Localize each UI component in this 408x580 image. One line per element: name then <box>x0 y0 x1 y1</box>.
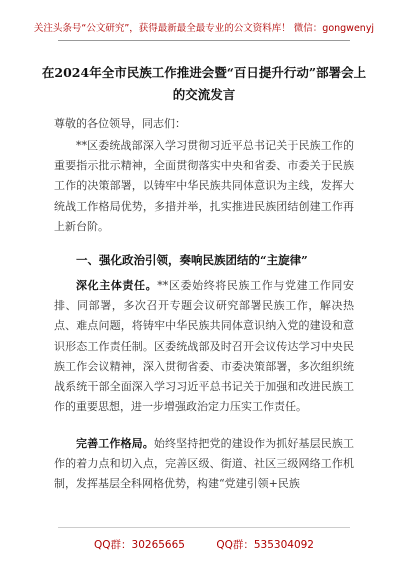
paragraph-body: **区委始终将民族工作与党建工作同安排、同部署，多次召开专题会议研究部署民族工作，解决热点、难点问题，将铸牢中华民族共同体意识纳入党的建设和意识形态工作责任制。区委统战部及时召开会议传达学习中央民族工作会议精神，深入贯彻省委、市委决策部署，多次组织统战系统干部全面深入学习习近平总书记关于加强和改进民族工作的重要思想，进一步增强政治定力压实工作责任。 <box>54 279 355 414</box>
promo-banner: 关注头条号“公文研究”，获得最新最全最专业的公文资料库！ 微信：gongwenyj <box>33 23 375 34</box>
paragraph-body: 始终坚持把党的建设作为抓好基层民族工作的着力点和切入点，完善区级、街道、社区三级网络工作机制，发挥基层全科网格优势，构建“党建引领+民族 <box>54 437 354 491</box>
section-heading-1: 一、强化政治引领，奏响民族团结的“主旋律” <box>76 253 308 267</box>
qq-group-2: QQ群：535304092 <box>216 539 314 551</box>
paragraph-responsibility <box>54 276 354 417</box>
document-title: 在2024年全市民族工作推进会暨“百日提升行动”部署会上的交流发言 <box>41 65 367 102</box>
footer-contacts <box>0 537 408 552</box>
paragraph-lead: 深化主体责任。 <box>76 279 158 292</box>
footer-divider <box>58 527 350 528</box>
header-divider <box>58 40 350 41</box>
salutation: 尊敬的各位领导，同志们： <box>54 117 186 130</box>
paragraph-work-pattern <box>54 434 354 495</box>
qq-group-1: QQ群：30265665 <box>94 539 185 551</box>
paragraph-lead: 完善工作格局。 <box>76 437 154 450</box>
intro-paragraph: **区委统战部深入学习贯彻习近平总书记关于民族工作的重要指示批示精神，全面贯彻落实中央和省委、市委关于民族工作的决策部署，以铸牢中华民族共同体意识为主线，发挥大统战工作格局优势，多措并举，扎实推进民族团结创建工作再上新台阶。 <box>54 139 354 233</box>
